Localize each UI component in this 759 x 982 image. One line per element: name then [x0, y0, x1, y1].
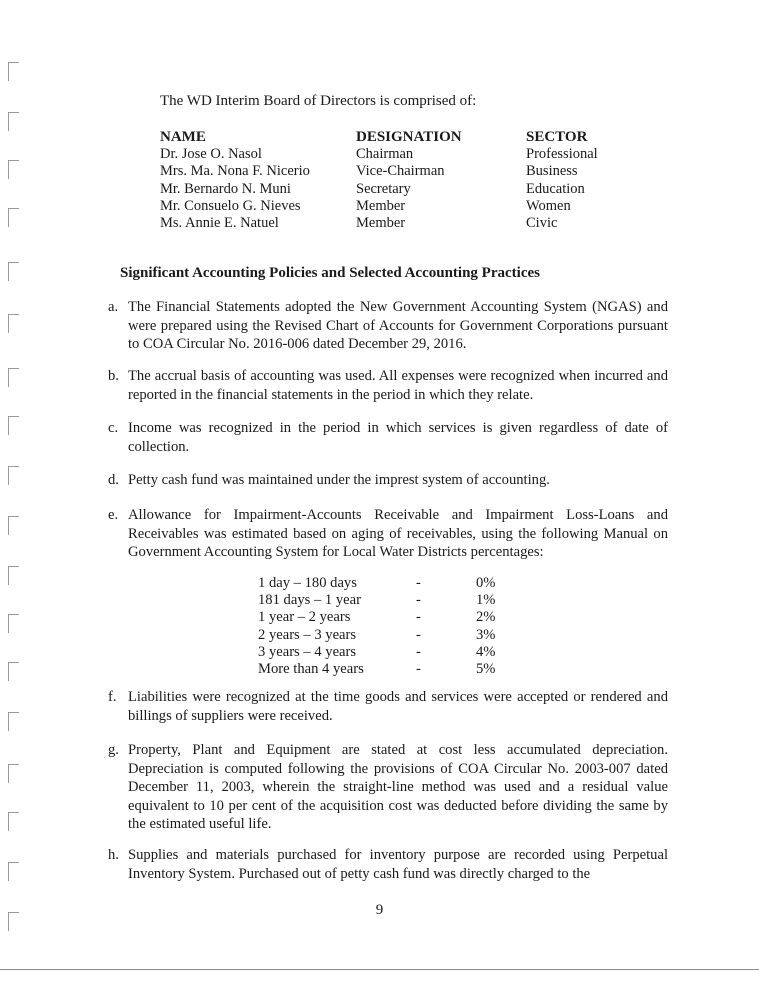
aging-dash: -: [416, 643, 421, 660]
item-marker: c.: [108, 420, 119, 436]
item-marker: d.: [108, 472, 119, 488]
aging-period: 2 years – 3 years: [258, 626, 357, 643]
aging-dash: -: [416, 626, 421, 643]
aging-dash: -: [416, 592, 421, 609]
policy-item-d: [108, 471, 668, 490]
edge-mark: [8, 160, 19, 179]
edge-mark: [8, 662, 19, 681]
edge-mark: [8, 262, 19, 281]
aging-table: [258, 575, 518, 678]
member-sector: Professional: [526, 146, 598, 163]
member-designation: Member: [356, 215, 406, 232]
page-number: 9: [375, 902, 384, 918]
edge-mark: [8, 208, 19, 227]
item-text: Income was recognized in the period in which services is given regardless of date of collection.: [128, 420, 668, 455]
aging-row: [258, 592, 518, 609]
aging-dash: -: [416, 575, 421, 591]
member-designation: Chairman: [356, 146, 414, 163]
member-sector: Business: [526, 163, 578, 180]
aging-rate: 5%: [476, 661, 496, 678]
item-text: The Financial Statements adopted the New Government Accounting System (NGAS) and were prepared using the Revised Chart of Accounts for Government Corporations pursuant to COA Circular No. 2016-006 dated December 29, 2016.: [128, 299, 668, 352]
item-text: Allowance for Impairment-Accounts Receivable and Impairment Loss-Loans and Receivables was estimated based on aging of receivables, using the following Manual on Government Accounting System for Local Water Districts percentages:: [128, 507, 668, 560]
edge-mark: [8, 862, 19, 881]
board-row: [160, 146, 680, 163]
member-sector: Education: [526, 180, 585, 197]
item-text: Supplies and materials purchased for inventory purpose are recorded using Perpetual Inventory System. Purchased out of petty cash fund was directly charged to the: [128, 847, 668, 882]
edge-mark: [8, 416, 19, 435]
item-marker: f.: [108, 689, 117, 705]
policy-item-e: [108, 506, 668, 562]
edge-mark: [8, 614, 19, 633]
aging-row: [258, 627, 518, 644]
item-marker: e.: [108, 507, 119, 523]
board-row: [160, 163, 680, 180]
section-heading: Significant Accounting Policies and Selected Accounting Practices: [120, 265, 540, 281]
policy-item-c: [108, 419, 668, 456]
member-name: Mrs. Ma. Nona F. Nicerio: [160, 163, 310, 180]
designation-header: DESIGNATION: [356, 129, 462, 145]
edge-mark: [8, 466, 19, 485]
item-marker: a.: [108, 299, 119, 315]
policy-item-g: [108, 741, 668, 834]
item-marker: h.: [108, 847, 119, 863]
edge-mark: [8, 62, 19, 81]
aging-period: 181 days – 1 year: [258, 592, 361, 609]
aging-row: [258, 661, 518, 678]
item-text: Property, Plant and Equipment are stated at cost less accumulated depreciation. Depreciation is computed following the provisions of COA Circular No. 2003-007 dated December 11, 2003, wherein the straight-line method was used and a residual value equivalent to 10 per cent of the acquisition cost was deducted before dividing the same by the estimated useful life.: [128, 742, 668, 832]
aging-rate: 3%: [476, 626, 496, 643]
aging-rate: 0%: [476, 575, 496, 591]
policy-item-b: [108, 367, 668, 404]
edge-mark: [8, 368, 19, 387]
board-table: [160, 129, 680, 232]
aging-period: 3 years – 4 years: [258, 643, 357, 660]
item-text: Petty cash fund was maintained under the imprest system of accounting.: [128, 472, 550, 488]
edge-mark: [8, 566, 19, 585]
board-row: [160, 198, 680, 215]
policy-item-f: [108, 688, 668, 725]
aging-period: 1 day – 180 days: [258, 575, 357, 591]
aging-rate: 1%: [476, 592, 496, 609]
scan-edge-marks: [0, 0, 40, 982]
sector-header: SECTOR: [526, 129, 588, 145]
aging-period: More than 4 years: [258, 661, 364, 678]
member-name: Mr. Consuelo G. Nieves: [160, 197, 301, 214]
item-text: Liabilities were recognized at the time goods and services were accepted or rendered and billings of suppliers were received.: [128, 689, 668, 724]
aging-dash: -: [416, 609, 421, 626]
edge-mark: [8, 112, 19, 131]
policy-item-h: [108, 846, 668, 883]
page-bottom-rule: [0, 969, 759, 970]
member-sector: Civic: [526, 215, 558, 232]
member-designation: Vice-Chairman: [356, 163, 445, 180]
aging-rate: 4%: [476, 643, 496, 660]
edge-mark: [8, 516, 19, 535]
aging-period: 1 year – 2 years: [258, 609, 351, 626]
edge-mark: [8, 812, 19, 831]
aging-row: [258, 644, 518, 661]
edge-mark: [8, 764, 19, 783]
item-marker: g.: [108, 742, 119, 758]
member-name: Mr. Bernardo N. Muni: [160, 180, 291, 197]
aging-rate: 2%: [476, 609, 496, 626]
board-row: [160, 181, 680, 198]
board-row: [160, 215, 680, 232]
aging-dash: -: [416, 661, 421, 678]
aging-row: [258, 575, 518, 592]
member-designation: Secretary: [356, 180, 411, 197]
member-name: Dr. Jose O. Nasol: [160, 146, 262, 163]
name-header: NAME: [160, 129, 206, 145]
member-sector: Women: [526, 197, 571, 214]
member-designation: Member: [356, 197, 406, 214]
policy-item-a: [108, 298, 668, 354]
item-text: The accrual basis of accounting was used. All expenses were recognized when incurred and reported in the financial statements in the period in which they relate.: [128, 368, 668, 403]
edge-mark: [8, 712, 19, 731]
edge-mark: [8, 314, 19, 333]
member-name: Ms. Annie E. Natuel: [160, 215, 279, 232]
aging-row: [258, 609, 518, 626]
board-header-row: [160, 129, 680, 146]
item-marker: b.: [108, 368, 119, 384]
board-intro: The WD Interim Board of Directors is comprised of:: [160, 93, 477, 109]
